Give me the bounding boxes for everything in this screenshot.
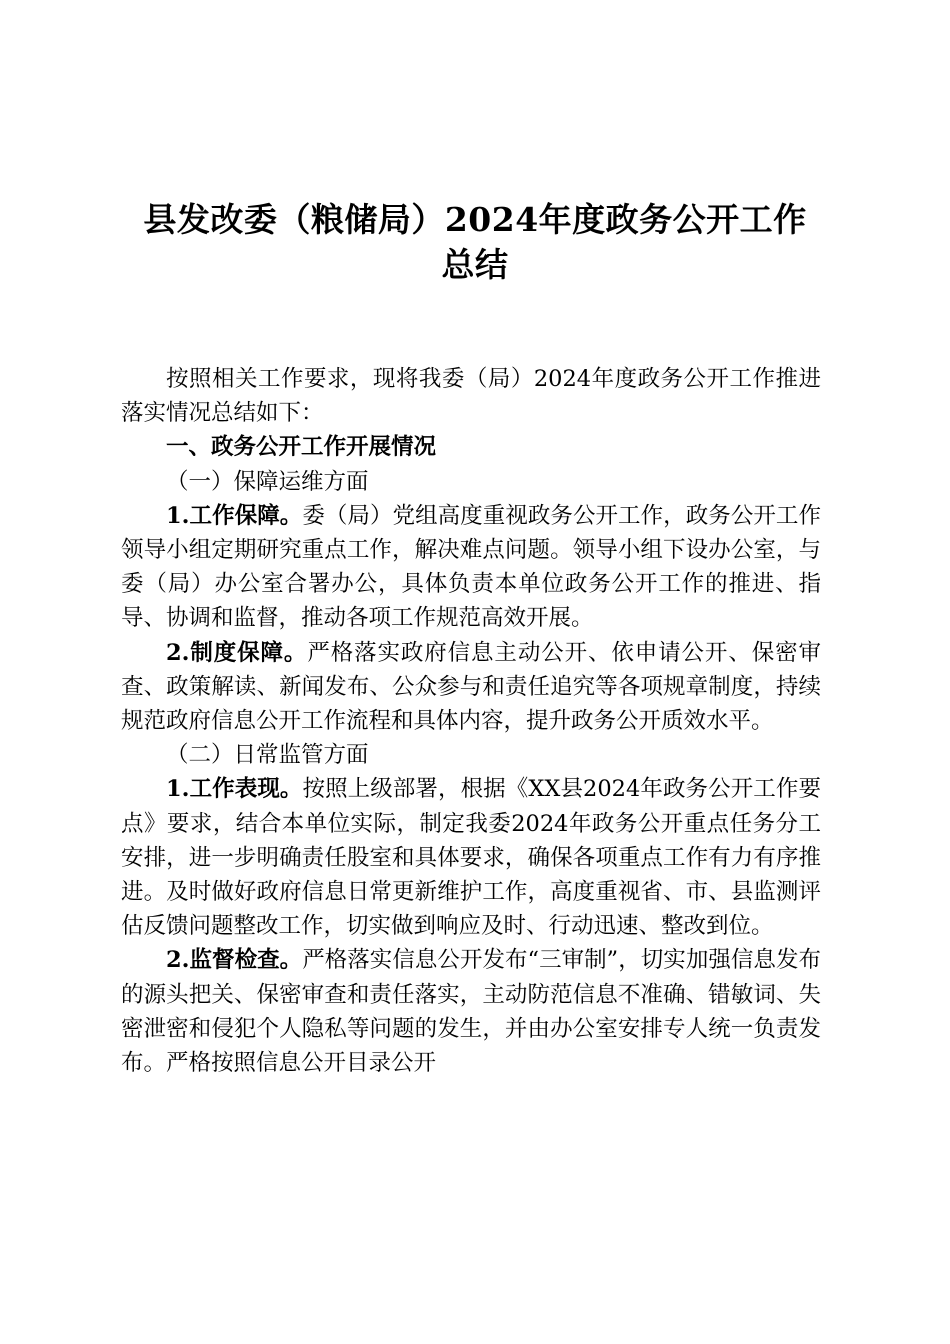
paragraph-work-guarantee	[121, 499, 821, 636]
paragraph-text: 按照上级部署，根据《XX县2024年政务公开工作要点》要求，结合本单位实际，制定我委2024年政务公开重点任务分工安排，进一步明确责任股室和具体要求，确保各项重点工作有力有序推进。及时做好政府信息日常更新维护工作，高度重视省、市、县监测评估反馈问题整改工作，切实做到响应及时、行动迅速、整改到位。	[121, 776, 821, 940]
document-body	[121, 362, 821, 1080]
paragraph-system-guarantee	[121, 636, 821, 739]
subsection-heading-2: （二）日常监管方面	[166, 742, 369, 769]
document-title-line-2: 总结	[441, 245, 509, 284]
paragraph-work-performance	[121, 772, 821, 943]
paragraph-lead: 2.监督检查。	[166, 947, 303, 974]
intro-paragraph: 按照相关工作要求，现将我委（局）2024年度政务公开工作推进落实情况总结如下：	[121, 366, 821, 427]
paragraph-text: 严格落实信息公开发布“三审制”，切实加强信息发布的源头把关、保密审查和责任落实，主动防范信息不准确、错敏词、失密泄密和侵犯个人隐私等问题的发生，并由办公室安排专人统一负责发布。严格按照信息公开目录公开	[121, 947, 821, 1077]
document-title-line-1: 县发改委（粮储局）2024年度政务公开工作	[143, 200, 807, 239]
subsection-heading-1: （一）保障运维方面	[166, 468, 369, 495]
paragraph-lead: 1.工作表现。	[166, 776, 303, 803]
paragraph-text: 委（局）党组高度重视政务公开工作，政务公开工作领导小组定期研究重点工作，解决难点问题。领导小组下设办公室，与委（局）办公室合署办公，具体负责本单位政务公开工作的推进、指导、协调和监督，推动各项工作规范高效开展。	[121, 502, 821, 632]
paragraph-text: 严格落实政府信息主动公开、依申请公开、保密审查、政策解读、新闻发布、公众参与和责任追究等各项规章制度，持续规范政府信息公开工作流程和具体内容，提升政务公开质效水平。	[121, 639, 821, 735]
paragraph-supervision	[121, 943, 821, 1080]
section-heading-1: 一、政务公开工作开展情况	[166, 434, 437, 461]
paragraph-lead: 2.制度保障。	[166, 639, 308, 666]
paragraph-lead: 1.工作保障。	[166, 502, 303, 529]
